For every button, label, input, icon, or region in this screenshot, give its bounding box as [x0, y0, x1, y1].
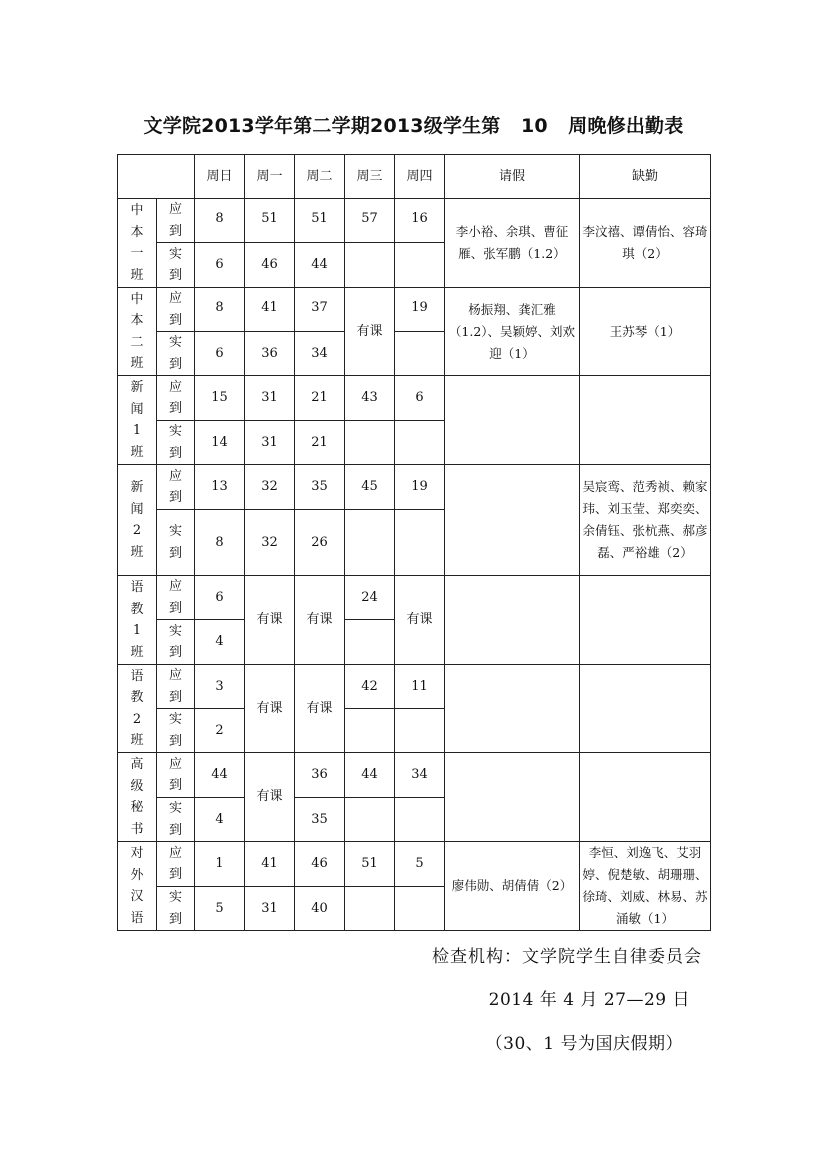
row-label-actual: 实 到	[157, 620, 195, 665]
row-label-actual: 实 到	[157, 510, 195, 576]
absent-cell	[580, 753, 711, 842]
cell-wednesday-actual	[345, 620, 395, 665]
cell-thursday-actual	[395, 709, 445, 753]
cell-sunday-actual: 14	[195, 421, 245, 465]
cell-sunday-expected: 3	[195, 665, 245, 709]
class-row-expected	[118, 288, 711, 332]
cell-wednesday-expected: 51	[345, 842, 395, 887]
cell-monday-actual: 31	[245, 421, 295, 465]
class-row-expected	[118, 576, 711, 620]
absent-cell	[580, 665, 711, 753]
class-name: 语 教 1 班	[118, 576, 157, 665]
class-name: 新 闻 1 班	[118, 376, 157, 465]
cell-wednesday-actual	[345, 243, 395, 288]
cell-wednesday-actual	[345, 709, 395, 753]
cell-sunday-expected: 8	[195, 199, 245, 243]
header-monday: 周一	[245, 155, 295, 199]
absent-cell: 李恒、刘逸飞、艾羽婷、倪楚敏、胡珊珊、徐琦、刘威、林易、苏涌敏（1）	[580, 842, 711, 931]
cell-thursday-actual	[395, 243, 445, 288]
row-label-expected: 应 到	[157, 576, 195, 620]
cell-tuesday-actual: 34	[295, 332, 345, 376]
absent-cell	[580, 376, 711, 465]
cell-tuesday-expected: 46	[295, 842, 345, 887]
class-row-expected	[118, 842, 711, 887]
row-label-actual: 实 到	[157, 243, 195, 288]
cell-sunday-actual: 6	[195, 243, 245, 288]
cell-thursday-expected: 5	[395, 842, 445, 887]
row-label-actual: 实 到	[157, 332, 195, 376]
date-line: 2014 年 4 月 27—29 日	[488, 990, 690, 1010]
absent-cell: 吴宸鸾、范秀祯、赖家玮、刘玉莹、郑奕奕、余倩钰、张杭燕、郝彦磊、严裕雄（2）	[580, 465, 711, 576]
cell-thursday-actual	[395, 887, 445, 931]
header-sunday: 周日	[195, 155, 245, 199]
class-row-expected	[118, 376, 711, 421]
class-name: 中 本 一 班	[118, 199, 157, 288]
leave-cell	[445, 576, 580, 665]
cell-sunday-expected: 8	[195, 288, 245, 332]
cell-sunday-expected: 15	[195, 376, 245, 421]
class-row-expected	[118, 465, 711, 510]
cell-tuesday-actual: 26	[295, 510, 345, 576]
leave-cell	[445, 376, 580, 465]
cell-wednesday-expected: 45	[345, 465, 395, 510]
cell-sunday-actual: 6	[195, 332, 245, 376]
cell-monday-actual: 32	[245, 510, 295, 576]
cell-monday-expected: 31	[245, 376, 295, 421]
cell-thursday-actual	[395, 798, 445, 842]
cell-tuesday-actual: 40	[295, 887, 345, 931]
cell-tuesday-merged: 有课	[295, 576, 345, 665]
inspector-line: 检查机构：文学院学生自律委员会	[432, 947, 702, 967]
row-label-expected: 应 到	[157, 465, 195, 510]
cell-tuesday-actual: 21	[295, 421, 345, 465]
cell-sunday-expected: 13	[195, 465, 245, 510]
cell-monday-merged: 有课	[245, 665, 295, 753]
page-title: 文学院2013学年第二学期2013级学生第 10 周晚修出勤表	[143, 115, 684, 137]
header-leave: 请假	[445, 155, 580, 199]
cell-tuesday-actual: 44	[295, 243, 345, 288]
row-label-actual: 实 到	[157, 798, 195, 842]
leave-cell: 廖伟勋、胡倩倩（2）	[445, 842, 580, 931]
cell-thursday-expected: 19	[395, 288, 445, 332]
leave-cell: 杨振翔、龚汇雅（1.2）、吴颖婷、刘欢迎（1）	[445, 288, 580, 376]
class-row-expected	[118, 665, 711, 709]
cell-tuesday-expected: 35	[295, 465, 345, 510]
cell-monday-expected: 51	[245, 199, 295, 243]
cell-wednesday-expected: 57	[345, 199, 395, 243]
cell-monday-merged: 有课	[245, 753, 295, 842]
header-tuesday: 周二	[295, 155, 345, 199]
absent-cell: 王苏琴（1）	[580, 288, 711, 376]
class-row-expected	[118, 753, 711, 798]
row-label-expected: 应 到	[157, 376, 195, 421]
leave-cell	[445, 465, 580, 576]
class-name: 新 闻 2 班	[118, 465, 157, 576]
leave-cell: 李小裕、余琪、曹征雁、张军鹏（1.2）	[445, 199, 580, 288]
class-name: 语 教 2 班	[118, 665, 157, 753]
cell-sunday-expected: 44	[195, 753, 245, 798]
cell-thursday-expected: 34	[395, 753, 445, 798]
cell-sunday-actual: 4	[195, 620, 245, 665]
row-label-expected: 应 到	[157, 753, 195, 798]
cell-monday-actual: 46	[245, 243, 295, 288]
cell-thursday-expected: 16	[395, 199, 445, 243]
class-name: 高 级 秘 书	[118, 753, 157, 842]
cell-thursday-merged: 有课	[395, 576, 445, 665]
cell-sunday-expected: 1	[195, 842, 245, 887]
row-label-expected: 应 到	[157, 842, 195, 887]
cell-sunday-actual: 2	[195, 709, 245, 753]
absent-cell	[580, 576, 711, 665]
holiday-note: （30、1 号为国庆假期）	[485, 1034, 683, 1054]
row-label-expected: 应 到	[157, 199, 195, 243]
header-corner	[118, 155, 195, 199]
cell-wednesday-actual	[345, 887, 395, 931]
cell-tuesday-merged: 有课	[295, 665, 345, 753]
cell-monday-actual: 31	[245, 887, 295, 931]
cell-monday-expected: 32	[245, 465, 295, 510]
class-row-expected	[118, 199, 711, 243]
cell-wednesday-expected: 24	[345, 576, 395, 620]
cell-wednesday-actual	[345, 421, 395, 465]
cell-monday-expected: 41	[245, 288, 295, 332]
cell-thursday-actual	[395, 421, 445, 465]
row-label-actual: 实 到	[157, 709, 195, 753]
row-label-expected: 应 到	[157, 665, 195, 709]
cell-tuesday-expected: 37	[295, 288, 345, 332]
absent-cell: 李汶禧、谭倩怡、容琦琪（2）	[580, 199, 711, 288]
cell-sunday-actual: 5	[195, 887, 245, 931]
cell-thursday-expected: 6	[395, 376, 445, 421]
header-row	[118, 155, 711, 199]
cell-wednesday-expected: 44	[345, 753, 395, 798]
class-name: 对 外 汉 语	[118, 842, 157, 931]
row-label-actual: 实 到	[157, 421, 195, 465]
cell-wednesday-actual	[345, 510, 395, 576]
cell-sunday-actual: 8	[195, 510, 245, 576]
cell-wednesday-expected: 43	[345, 376, 395, 421]
cell-tuesday-expected: 21	[295, 376, 345, 421]
cell-wednesday-merged: 有课	[345, 288, 395, 376]
cell-thursday-actual	[395, 332, 445, 376]
cell-tuesday-expected: 51	[295, 199, 345, 243]
header-wednesday: 周三	[345, 155, 395, 199]
cell-monday-merged: 有课	[245, 576, 295, 665]
cell-monday-actual: 36	[245, 332, 295, 376]
leave-cell	[445, 665, 580, 753]
cell-thursday-expected: 11	[395, 665, 445, 709]
attendance-table	[117, 154, 711, 931]
cell-thursday-actual	[395, 510, 445, 576]
header-absent: 缺勤	[580, 155, 711, 199]
class-name: 中 本 二 班	[118, 288, 157, 376]
header-thursday: 周四	[395, 155, 445, 199]
cell-wednesday-expected: 42	[345, 665, 395, 709]
cell-monday-expected: 41	[245, 842, 295, 887]
cell-sunday-expected: 6	[195, 576, 245, 620]
cell-tuesday-expected: 36	[295, 753, 345, 798]
row-label-actual: 实 到	[157, 887, 195, 931]
cell-thursday-expected: 19	[395, 465, 445, 510]
row-label-expected: 应 到	[157, 288, 195, 332]
cell-wednesday-actual	[345, 798, 395, 842]
leave-cell	[445, 753, 580, 842]
cell-tuesday-actual: 35	[295, 798, 345, 842]
cell-sunday-actual: 4	[195, 798, 245, 842]
